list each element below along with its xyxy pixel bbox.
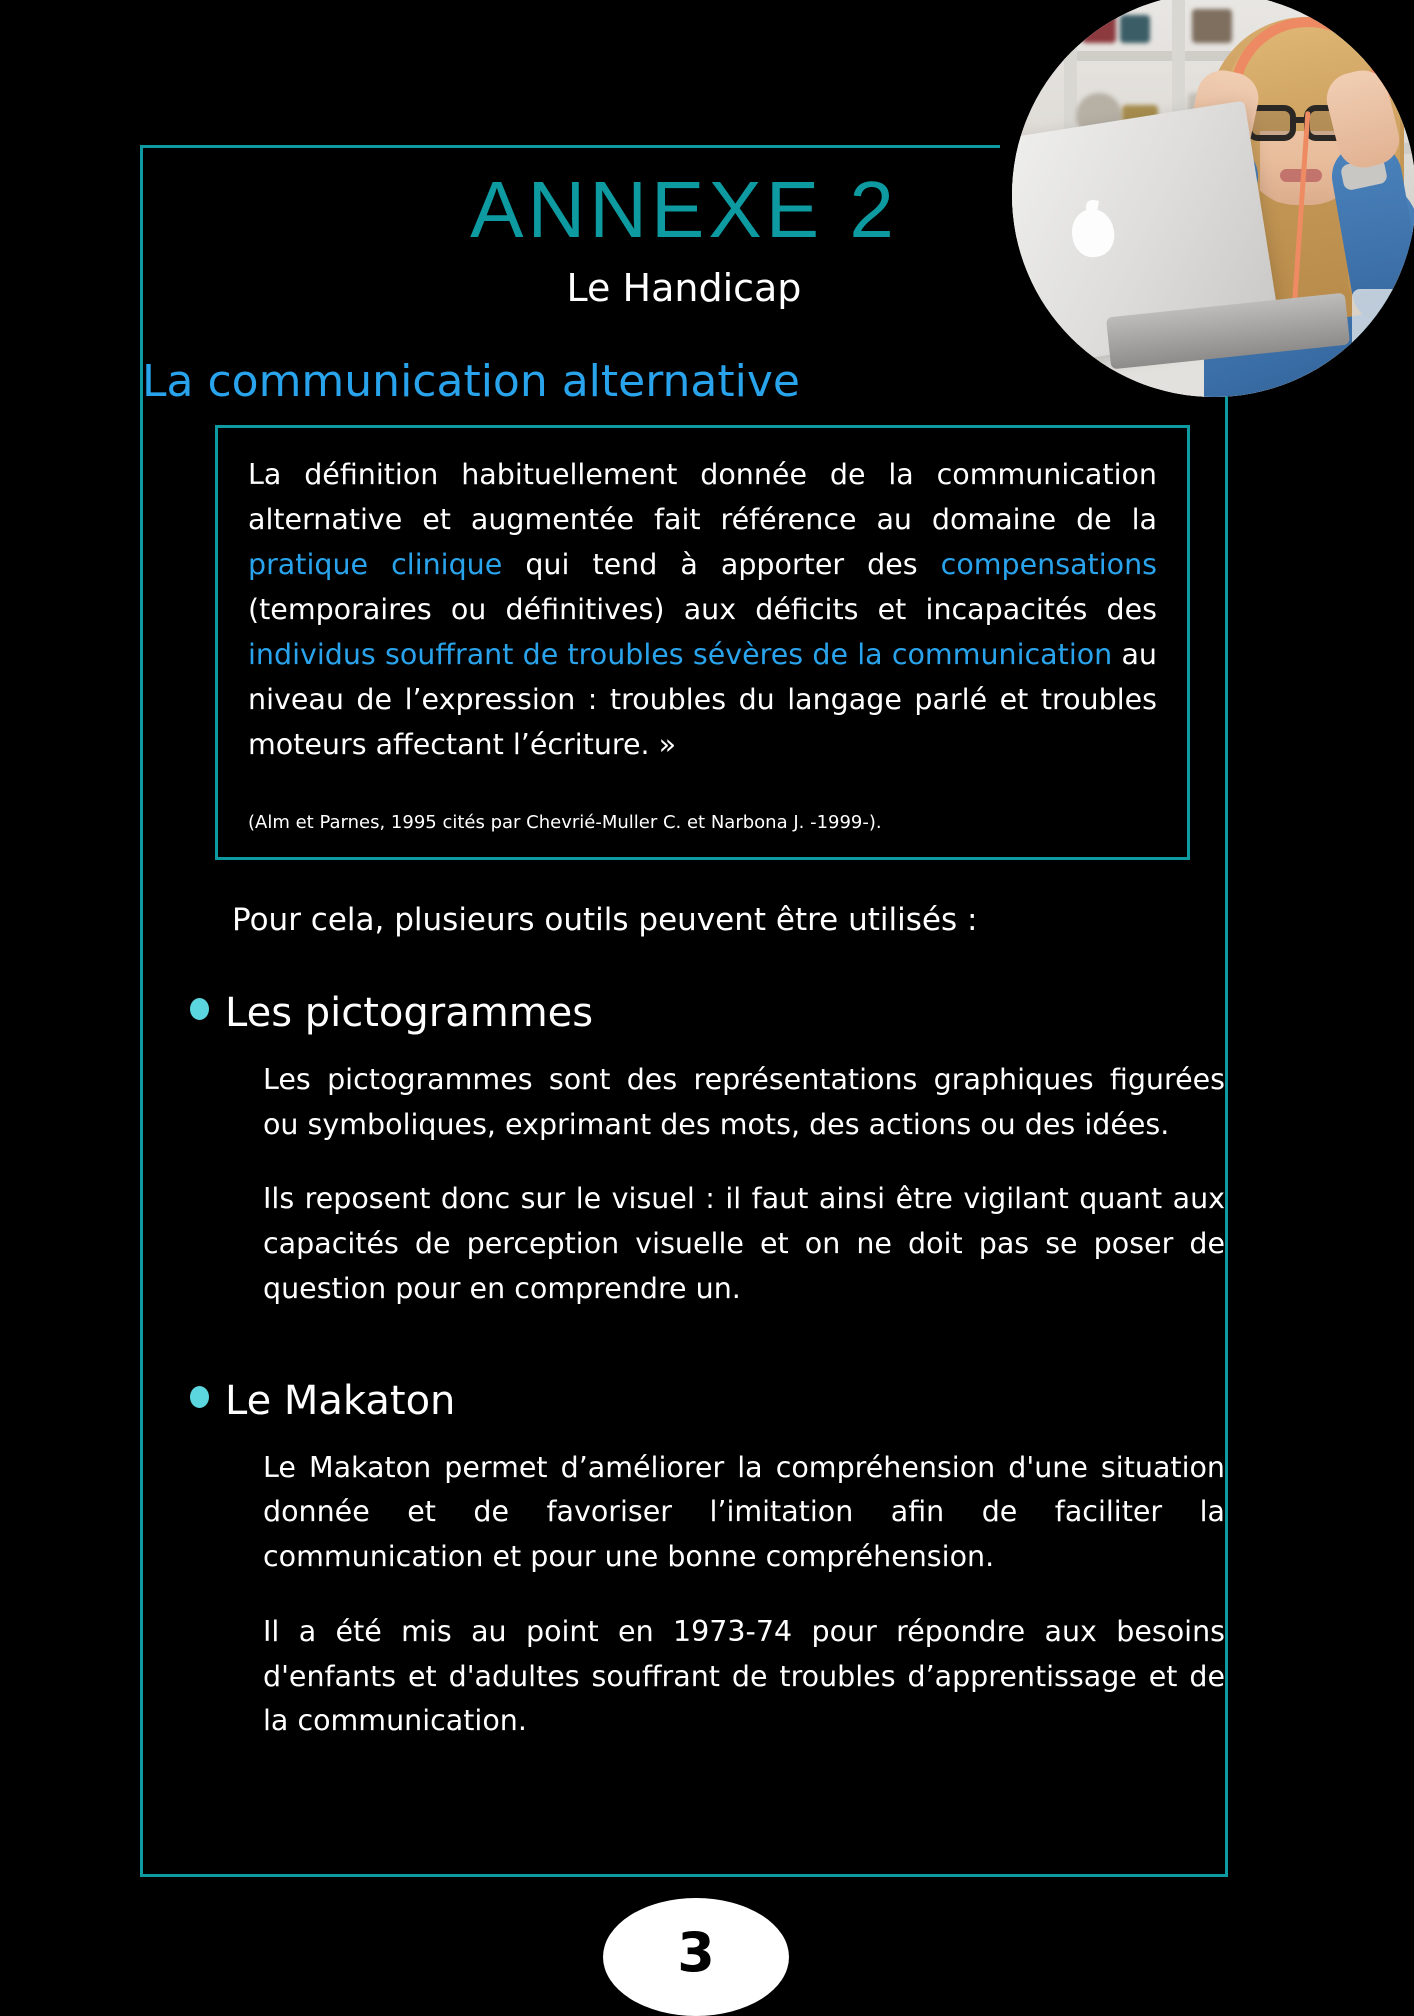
quote-part-1: La définition habituellement donnée de la communication alternative et augmentée fait référence au domaine de la xyxy=(248,458,1157,537)
paragraph: Les pictogrammes sont des représentations graphiques figurées ou symboliques, exprimant des mots, des actions ou des idées. xyxy=(263,1063,1225,1141)
bullet-heading-pictogrammes xyxy=(185,990,1230,1036)
bullet-section-makaton xyxy=(185,1378,1230,1744)
bullet-sections xyxy=(185,990,1230,1744)
quote-part-3: (temporaires ou définitives) aux déficits et incapacités des xyxy=(248,593,1157,627)
bullet-title-makaton: Le Makaton xyxy=(225,1377,456,1424)
photo-shelf-object xyxy=(1192,9,1232,43)
bullet-dot-icon xyxy=(190,1386,209,1408)
photo-shelf-object xyxy=(1120,15,1150,43)
page-subtitle: Le Handicap xyxy=(566,266,802,310)
bullet-title-pictogrammes: Les pictogrammes xyxy=(225,990,594,1036)
bullet-dot-icon xyxy=(190,998,209,1020)
paragraph: Ils reposent donc sur le visuel : il faut ainsi être vigilant quant aux capacités de perception visuelle et on ne doit pas se poser de question pour en comprendre un. xyxy=(263,1182,1225,1305)
page-number: 3 xyxy=(677,1921,715,1984)
photo-shelf-object xyxy=(1082,11,1116,43)
paragraph: Il a été mis au point en 1973-74 pour répondre aux besoins d'enfants et d'adultes souffrant de troubles d’apprentissage et de la communication. xyxy=(263,1614,1225,1738)
quote-part-4: au niveau de l’expression : troubles du langage parlé et troubles moteurs affectant l’écriture. » xyxy=(248,638,1157,762)
quote-part-2: qui tend à apporter des xyxy=(502,548,941,582)
bullet-heading-makaton xyxy=(185,1378,1230,1424)
page-number-badge xyxy=(603,1898,789,2016)
quote-box xyxy=(215,425,1190,860)
quote-highlight-2: compensations xyxy=(940,548,1157,582)
quote-text xyxy=(248,452,1157,767)
intro-line: Pour cela, plusieurs outils peuvent être utilisés : xyxy=(232,902,978,938)
paragraph: Le Makaton permet d’améliorer la compréhension d'une situation donnée et de favoriser l’imitation afin de faciliter la communication et pour une bonne compréhension. xyxy=(263,1450,1225,1574)
bullet-section-pictogrammes xyxy=(185,990,1230,1312)
section-gap xyxy=(185,1312,1230,1378)
quote-citation: (Alm et Parnes, 1995 cités par Chevrié-Muller C. et Narbona J. -1999-). xyxy=(248,812,882,834)
quote-highlight-3: individus souffrant de troubles sévères de la communication xyxy=(248,638,1113,672)
photo-water-glass xyxy=(1352,289,1414,363)
bullet-body-pictogrammes xyxy=(185,1036,1230,1312)
section-heading: La communication alternative xyxy=(142,356,800,407)
page-title: ANNEXE 2 xyxy=(470,165,898,254)
bullet-body-makaton xyxy=(185,1424,1230,1744)
quote-highlight-1: pratique clinique xyxy=(248,548,503,582)
photo-woman-stressed-laptop xyxy=(1012,0,1414,397)
